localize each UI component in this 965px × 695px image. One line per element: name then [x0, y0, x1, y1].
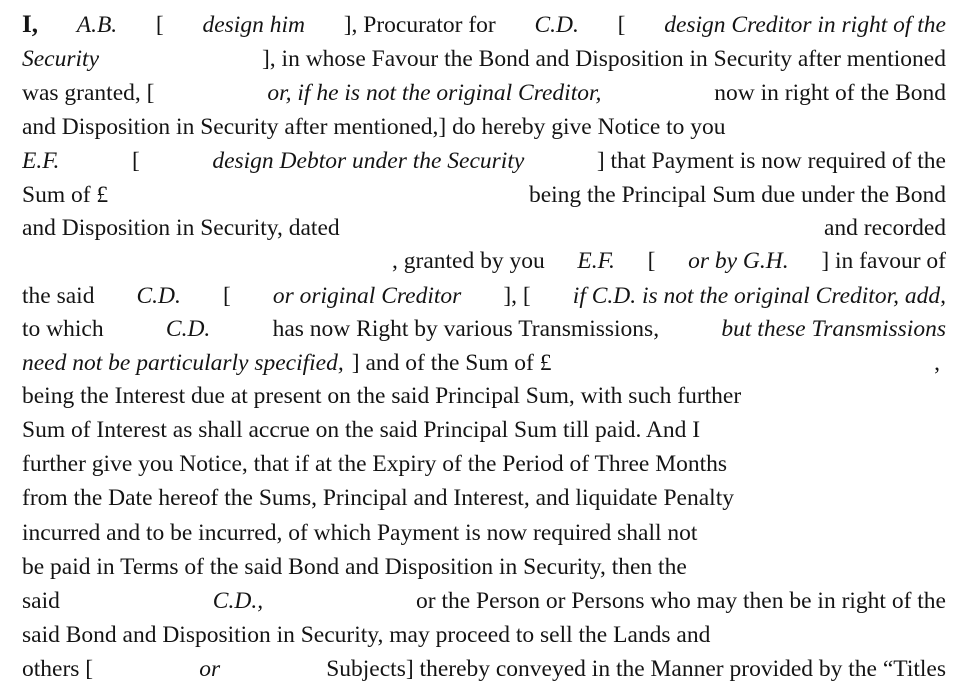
italic-text: or	[199, 656, 221, 682]
text-line	[22, 146, 946, 177]
text-segment: [	[131, 148, 140, 174]
text-segment: ], in whose Favour the Bond and Disposition in Security after mentioned	[261, 46, 946, 72]
italic-text: or, if he is not the original Creditor,	[267, 80, 602, 106]
italic-text: C.D.,	[212, 588, 264, 614]
text-line	[22, 281, 946, 312]
italic-text: C.D.	[165, 316, 211, 342]
text-line	[22, 180, 946, 211]
text-segment: said Bond and Disposition in Security, may proceed to sell the Lands and	[22, 622, 711, 648]
italic-text: if C.D. is not the original Creditor, add,	[572, 283, 946, 309]
text-line	[392, 246, 946, 277]
text-segment: being the Principal Sum due under the Bond	[528, 182, 946, 208]
italic-text: C.D.	[534, 12, 579, 38]
text-segment: from the Date hereof the Sums, Principal and Interest, and liquidate Penalty	[22, 485, 734, 511]
italic-text: need not be particularly specified,	[22, 350, 344, 376]
text-line	[22, 78, 946, 109]
text-line	[22, 381, 946, 412]
text-line	[22, 552, 946, 583]
italic-text: design him	[202, 12, 305, 38]
text-line	[22, 483, 946, 514]
text-segment: ], [	[503, 283, 531, 309]
text-line	[22, 10, 946, 41]
italic-text: C.D.	[136, 283, 181, 309]
text-line	[22, 620, 946, 651]
text-line	[22, 44, 946, 75]
text-segment: Sum of £	[22, 182, 109, 208]
text-segment: be paid in Terms of the said Bond and Disposition in Security, then the	[22, 554, 687, 580]
text-segment: , granted by you	[392, 248, 545, 274]
text-line	[22, 654, 946, 685]
text-segment: and recorded	[824, 215, 946, 241]
text-segment: has now Right by various Transmissions,	[272, 316, 660, 342]
text-segment: ,	[934, 350, 940, 376]
text-segment: incurred and to be incurred, of which Payment is now required shall not	[22, 520, 698, 546]
text-segment: others [	[22, 656, 94, 682]
text-segment: further give you Notice, that if at the Expiry of the Period of Three Months	[22, 451, 728, 477]
text-segment: [	[155, 12, 164, 38]
text-line	[22, 112, 946, 143]
text-line	[22, 449, 946, 480]
italic-text: E.F.	[22, 148, 60, 174]
text-line	[22, 518, 946, 549]
text-segment: and Disposition in Security, dated	[22, 215, 340, 241]
text-segment: ] and of the Sum of £	[351, 350, 552, 376]
italic-text: design Creditor in right of the	[664, 12, 946, 38]
text-segment: ] that Payment is now required of the	[596, 148, 946, 174]
text-line	[22, 586, 946, 617]
italic-text: design Debtor under the Security	[212, 148, 525, 174]
text-segment: [	[222, 283, 231, 309]
italic-text: A.B.	[76, 12, 118, 38]
text-segment: the said	[22, 283, 95, 309]
text-segment: [	[617, 12, 626, 38]
italic-text: E.F.	[577, 248, 615, 274]
italic-text: or by G.H.	[688, 248, 789, 274]
text-segment: [	[647, 248, 656, 274]
italic-text: or original Creditor	[272, 283, 462, 309]
text-segment: to which	[22, 316, 104, 342]
text-line	[22, 415, 946, 446]
text-segment: being the Interest due at present on the said Principal Sum, with such further	[22, 383, 742, 409]
text-line	[22, 213, 946, 244]
text-segment: was granted, [	[22, 80, 155, 106]
text-segment: now in right of the Bond	[714, 80, 946, 106]
italic-text: Security	[22, 46, 99, 72]
text-segment: Sum of Interest as shall accrue on the said Principal Sum till paid. And I	[22, 417, 701, 443]
text-segment: or the Person or Persons who may then be in right of the	[416, 588, 946, 614]
text-segment: I,	[22, 11, 38, 38]
italic-text: but these Transmissions	[721, 316, 946, 342]
text-line	[22, 314, 946, 345]
text-segment: ] in favour of	[821, 248, 946, 274]
text-line	[22, 348, 946, 379]
text-segment: ], Procurator for	[343, 12, 496, 38]
text-segment: said	[22, 588, 60, 614]
text-segment: and Disposition in Security after mentioned,] do hereby give Notice to you	[22, 114, 726, 140]
text-segment: Subjects] thereby conveyed in the Manner provided by the “Titles	[326, 656, 946, 682]
